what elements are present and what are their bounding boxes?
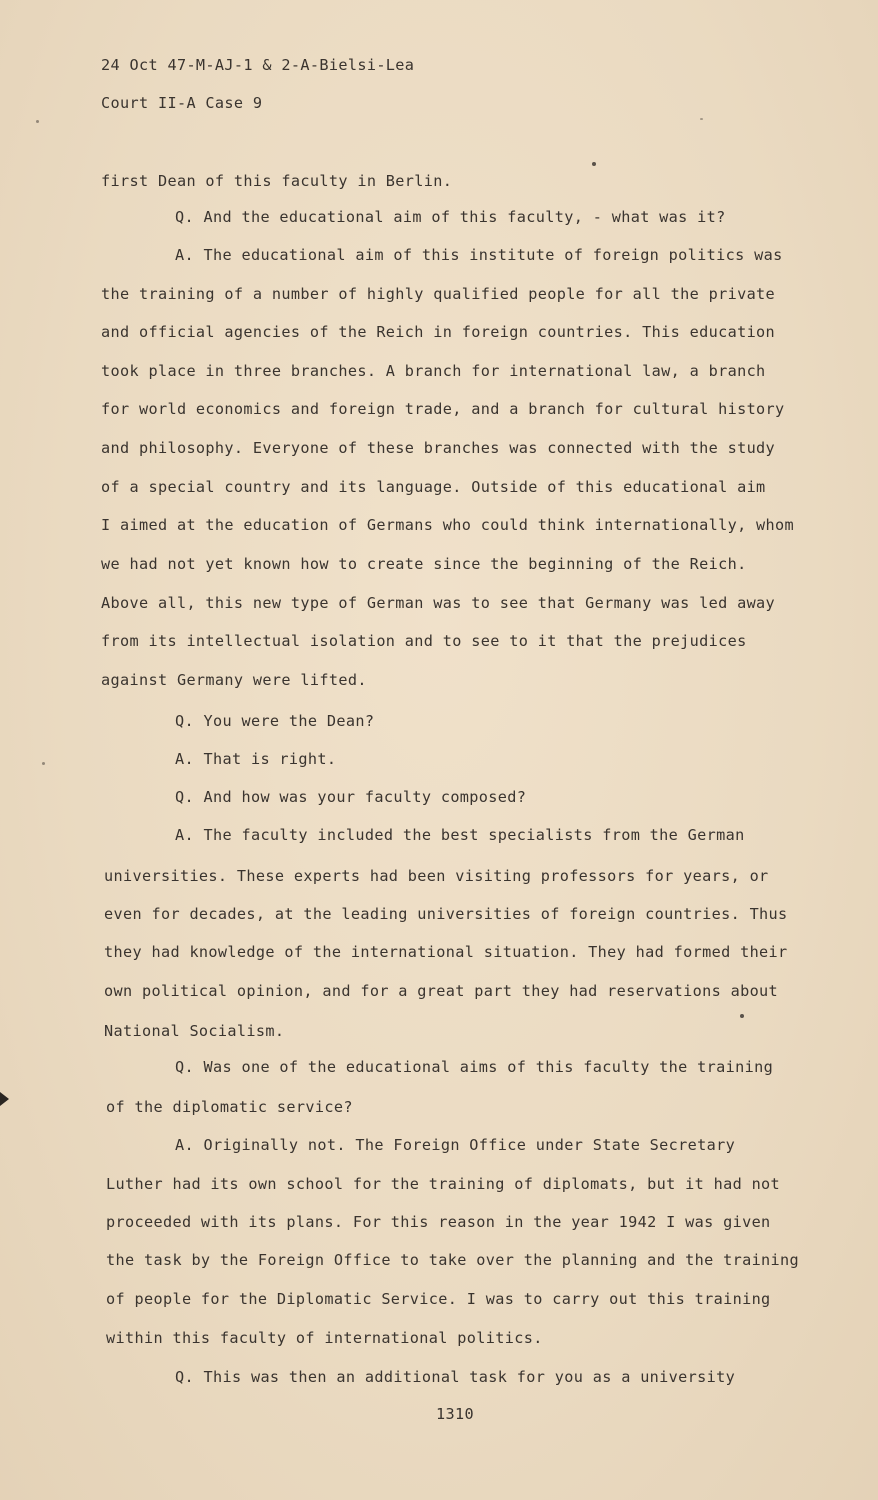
page-number: 1310 [436, 1405, 474, 1423]
text-line: of the diplomatic service? [106, 1098, 353, 1116]
paper-speck [592, 162, 596, 166]
text-line: for world economics and foreign trade, and a branch for cultural history [101, 400, 785, 418]
binding-mark [0, 1092, 9, 1106]
text-line: own political opinion, and for a great part they had reservations about [104, 982, 779, 1000]
text-line: from its intellectual isolation and to see to it that the prejudices [101, 632, 747, 650]
text-line: A. The faculty included the best specialists from the German [175, 826, 745, 844]
text-line: Q. You were the Dean? [175, 712, 375, 730]
text-line: A. The educational aim of this institute of foreign politics was [175, 246, 783, 264]
text-line: Q. Was one of the educational aims of this faculty the training [175, 1058, 774, 1076]
text-line: and official agencies of the Reich in foreign countries. This education [101, 323, 776, 341]
text-line: took place in three branches. A branch for international law, a branch [101, 362, 766, 380]
text-line: within this faculty of international politics. [106, 1329, 543, 1347]
text-line: Above all, this new type of German was to see that Germany was led away [101, 594, 776, 612]
paper-speck [36, 120, 39, 123]
text-line: they had knowledge of the international situation. They had formed their [104, 943, 788, 961]
text-line: against Germany were lifted. [101, 671, 367, 689]
text-line: of people for the Diplomatic Service. I was to carry out this training [106, 1290, 771, 1308]
text-line: proceeded with its plans. For this reason in the year 1942 I was given [106, 1213, 771, 1231]
text-line: I aimed at the education of Germans who could think internationally, whom [101, 516, 795, 534]
header-line-court: Court II-A Case 9 [101, 94, 263, 112]
text-line: and philosophy. Everyone of these branches was connected with the study [101, 439, 776, 457]
paper-speck [42, 762, 45, 765]
text-line: A. That is right. [175, 750, 337, 768]
text-line: Luther had its own school for the training of diplomats, but it had not [106, 1175, 781, 1193]
text-line: Q. And the educational aim of this faculty, - what was it? [175, 208, 726, 226]
paper-speck [740, 1014, 744, 1018]
text-line: of a special country and its language. Outside of this educational aim [101, 478, 766, 496]
text-line: the training of a number of highly qualified people for all the private [101, 285, 776, 303]
text-line: even for decades, at the leading universities of foreign countries. Thus [104, 905, 788, 923]
text-line: the task by the Foreign Office to take over the planning and the training [106, 1251, 800, 1269]
text-line: National Socialism. [104, 1022, 285, 1040]
text-line: Q. And how was your faculty composed? [175, 788, 527, 806]
text-line: universities. These experts had been visiting professors for years, or [104, 867, 769, 885]
text-line: we had not yet known how to create since the beginning of the Reich. [101, 555, 747, 573]
text-line: A. Originally not. The Foreign Office under State Secretary [175, 1136, 736, 1154]
text-line: Q. This was then an additional task for you as a university [175, 1368, 736, 1386]
paper-speck [700, 118, 703, 120]
header-line-date: 24 Oct 47-M-AJ-1 & 2-A-Bielsi-Lea [101, 56, 415, 74]
text-line: first Dean of this faculty in Berlin. [101, 172, 453, 190]
